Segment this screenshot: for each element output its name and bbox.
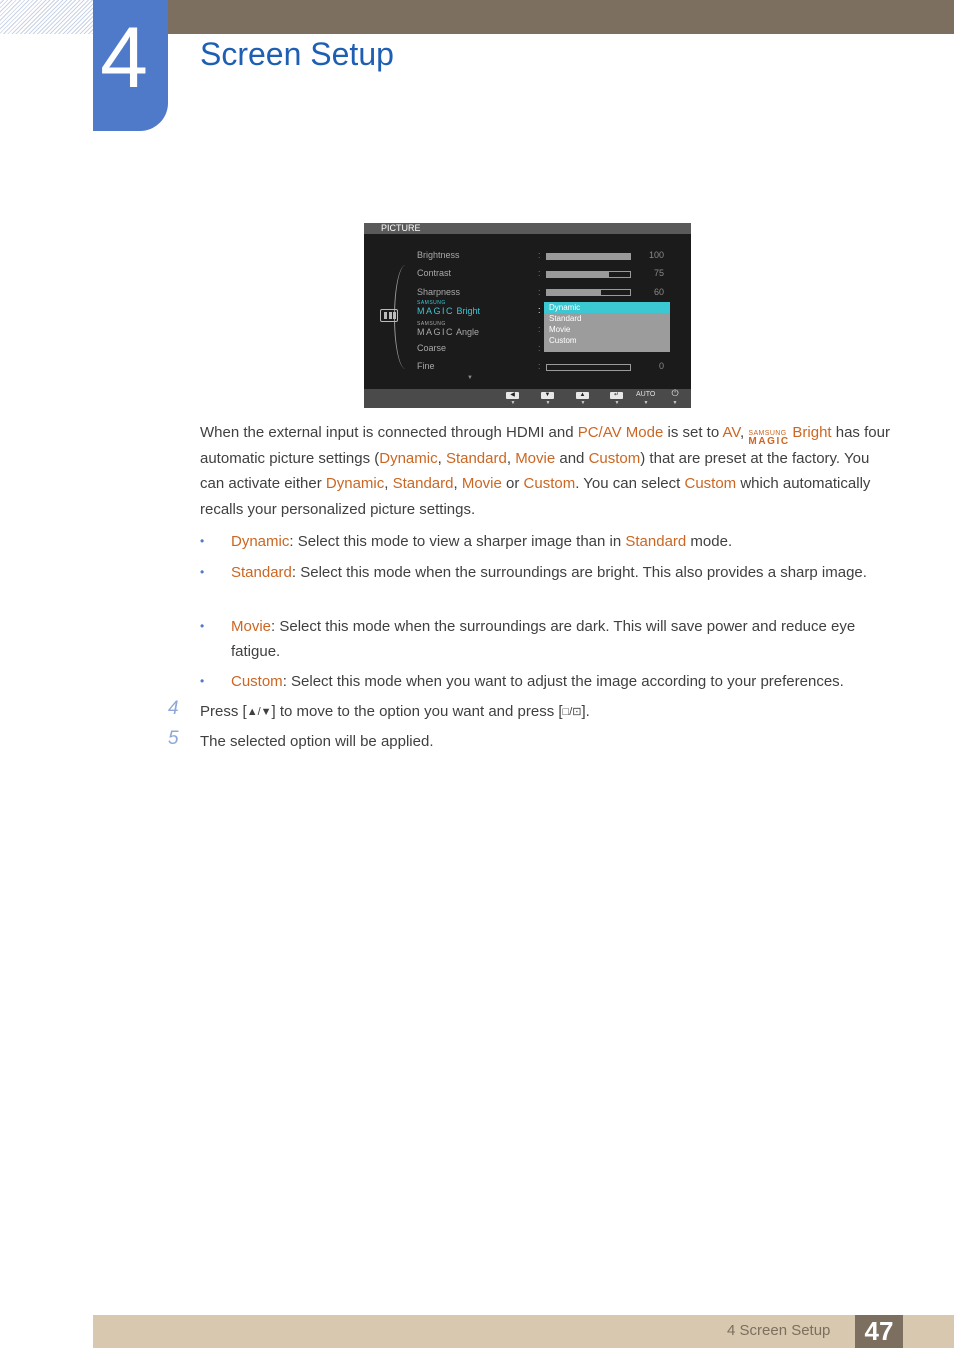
- osd-colon: :: [538, 287, 541, 297]
- bullet-icon: •: [200, 534, 205, 548]
- osd-title: PICTURE: [381, 223, 421, 233]
- text: or: [501, 475, 524, 493]
- custom-term: Custom: [588, 449, 641, 467]
- text: ) that are preset at the factory. You can activate either: [200, 449, 870, 493]
- text: ,: [453, 475, 462, 493]
- magic-bright-dropdown: [544, 302, 670, 352]
- step-number: 5: [168, 728, 179, 749]
- intro-paragraph: [200, 420, 890, 523]
- bullet-text: : Select this mode when you want to adjust the image according to your preferences.: [282, 673, 844, 690]
- text: is set to: [663, 424, 723, 441]
- dynamic-term: Dynamic: [379, 449, 438, 467]
- osd-value: 0: [658, 361, 664, 371]
- chapter-number: 4: [100, 10, 148, 106]
- header-bar: [168, 0, 954, 34]
- bullet-icon: •: [200, 674, 205, 688]
- osd-row-label: Coarse: [417, 343, 447, 353]
- step-text: Press [: [200, 703, 247, 720]
- page-number: 47: [864, 1316, 894, 1346]
- bullet-term: Custom: [231, 673, 283, 690]
- scroll-down-arrow-icon: ▼: [467, 375, 473, 381]
- bullet-text: : Select this mode when the surroundings are bright. This also provides a sharp image.: [291, 564, 867, 581]
- dropdown-option-standard: Standard: [549, 314, 582, 323]
- text: and: [555, 449, 589, 467]
- bullet-term: Standard: [231, 564, 292, 581]
- osd-colon: :: [538, 250, 541, 260]
- samsung-magic-logo: [748, 425, 792, 447]
- pcav-mode-term: PC/AV Mode: [577, 424, 664, 441]
- brightness-bar-fill: [547, 254, 630, 259]
- osd-menu-image: [364, 223, 691, 408]
- down-button-icon: ▼ ▼: [540, 389, 556, 408]
- bullet-text: : Select this mode when the surroundings are dark. This will save power and reduce eye fatigue.: [231, 618, 856, 660]
- osd-row-label: Sharpness: [417, 287, 461, 297]
- osd-row-label: Angle: [456, 327, 480, 337]
- bullet-icon: •: [200, 619, 205, 633]
- standard-term: Standard: [392, 475, 454, 493]
- text: ,: [437, 449, 446, 467]
- osd-row-magic-bright: [417, 301, 480, 317]
- osd-colon: :: [538, 305, 541, 315]
- step-text: ] to move to the option you want and press [: [271, 703, 563, 720]
- text: When the external input is connected through HDMI and: [200, 424, 578, 441]
- dropdown-option-movie: Movie: [549, 325, 571, 334]
- standard-term: Standard: [445, 449, 507, 467]
- sharpness-bar-fill: [547, 290, 601, 295]
- chapter-title: Screen Setup: [200, 36, 394, 72]
- sharpness-bar: [546, 289, 631, 296]
- step-number: 4: [168, 698, 179, 719]
- text: . You can select: [575, 475, 685, 493]
- step-text: ].: [581, 703, 590, 720]
- osd-row-magic-angle: [417, 322, 479, 338]
- osd-row-label: Fine: [417, 361, 435, 371]
- dropdown-option-custom: Custom: [549, 336, 577, 345]
- dynamic-term: Dynamic: [325, 475, 385, 493]
- osd-value: 75: [653, 268, 664, 278]
- osd-row-label: Bright: [456, 306, 481, 316]
- movie-term: Movie: [515, 449, 556, 467]
- enter-button-icon: ↵ ▼: [609, 389, 625, 408]
- osd-colon: :: [538, 324, 541, 334]
- dropdown-option-dynamic: Dynamic: [544, 302, 670, 313]
- text: which automatically recalls your personalized picture settings.: [200, 475, 871, 519]
- osd-colon: :: [538, 343, 541, 353]
- up-button-icon: ▲ ▼: [575, 389, 591, 408]
- osd-row-label: Brightness: [417, 250, 460, 260]
- magic-small-label: SAMSUNG: [417, 321, 446, 327]
- bullet-text: : Select this mode to view a sharper image than in: [289, 533, 626, 550]
- auto-down-icon: ▼: [643, 400, 649, 406]
- bullet-icon: •: [200, 565, 205, 579]
- text: ,: [384, 475, 393, 493]
- auto-button-label: AUTO: [636, 391, 656, 398]
- fine-bar: [546, 364, 631, 371]
- left-button-icon: ◀ ▼: [505, 389, 521, 408]
- text: has four automatic picture settings (: [200, 424, 890, 467]
- bright-term: Bright: [792, 424, 832, 441]
- custom-term: Custom: [523, 475, 576, 493]
- contrast-bar-fill: [547, 272, 609, 277]
- enter-source-icon: □/⊡: [562, 706, 582, 718]
- av-term: AV: [722, 424, 741, 441]
- osd-colon: :: [538, 268, 541, 278]
- text: ,: [506, 449, 516, 467]
- samsung-small-label: SAMSUNG: [748, 430, 787, 437]
- bullet-term: Movie: [231, 618, 272, 635]
- picture-menu-icon: [380, 309, 398, 322]
- magic-small-label: SAMSUNG: [417, 300, 446, 306]
- osd-colon: :: [538, 361, 541, 371]
- osd-value: 100: [648, 250, 664, 260]
- osd-row-label: Contrast: [417, 268, 452, 278]
- magic-label: MAGIC: [417, 306, 455, 316]
- magic-label: MAGIC: [417, 327, 455, 337]
- up-down-arrow-icon: ▲/▼: [246, 706, 272, 718]
- movie-term: Movie: [461, 475, 502, 493]
- magic-label: MAGIC: [748, 436, 790, 447]
- custom-term: Custom: [684, 475, 737, 493]
- text: ,: [740, 424, 749, 441]
- bullet-term: Dynamic: [231, 533, 290, 550]
- header-hatch-decoration: [0, 0, 93, 34]
- contrast-bar: [546, 271, 631, 278]
- bullet-term: Standard: [625, 533, 687, 550]
- brightness-bar: [546, 253, 631, 260]
- step-text: The selected option will be applied.: [200, 733, 434, 750]
- osd-value: 60: [653, 287, 664, 297]
- footer-section-label: 4 Screen Setup: [727, 1322, 831, 1339]
- power-button-icon: ⏻ ▼: [671, 388, 679, 406]
- bullet-text: mode.: [686, 533, 733, 550]
